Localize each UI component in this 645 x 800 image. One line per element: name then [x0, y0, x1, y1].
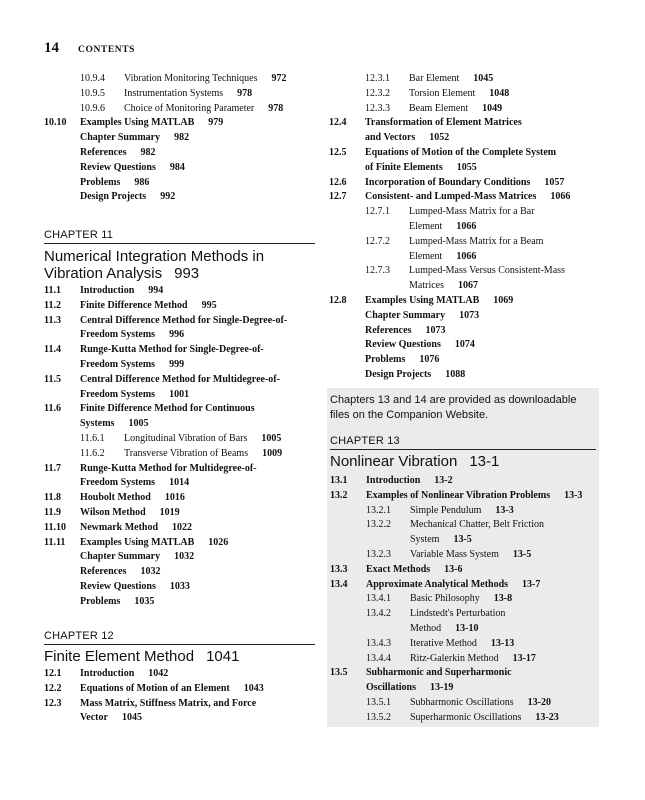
toc-entry-page: 1049	[482, 102, 503, 114]
toc-entry-number: 12.7.2	[365, 235, 390, 247]
toc-entry-page: 1022	[172, 521, 193, 533]
toc-entry-number: 11.6	[44, 403, 61, 415]
chapter11-rule	[44, 243, 315, 244]
companion-note	[330, 393, 576, 423]
toc-entry-page: 1045	[121, 712, 142, 724]
toc-entry-title: Lumped-Mass Matrix for a Bar	[409, 206, 535, 218]
toc-entry-title: Examples Using MATLAB	[80, 117, 195, 129]
toc-entry[interactable]	[330, 622, 598, 637]
toc-entry[interactable]	[330, 563, 598, 578]
toc-entry-number: 10.10	[44, 117, 67, 129]
toc-entry-title: Runge-Kutta Method for Multidegree-of-	[80, 462, 257, 474]
toc-entry-page: 986	[134, 176, 150, 188]
toc-entry-page: 1066	[456, 250, 477, 262]
toc-entry-title: Problems	[365, 354, 406, 366]
chapter12-rule	[44, 644, 315, 645]
toc-entry-title: Houbolt Method	[80, 492, 151, 504]
toc-entry-title: Central Difference Method for Single-Degree-of-	[80, 314, 288, 326]
toc-entry-number: 12.7	[329, 191, 347, 203]
toc-entry-title: Problems	[80, 595, 121, 607]
toc-entry-title: Examples Using MATLAB	[80, 536, 195, 548]
toc-entry[interactable]	[329, 338, 599, 353]
toc-entry[interactable]	[44, 417, 319, 432]
toc-entry[interactable]	[330, 711, 598, 726]
toc-entry[interactable]	[329, 220, 599, 235]
toc-entry[interactable]	[44, 116, 314, 131]
toc-entry[interactable]	[44, 536, 319, 551]
toc-entry-page: 972	[271, 73, 287, 84]
toc-entry[interactable]	[330, 637, 598, 652]
toc-entry-number: 10.9.5	[80, 87, 105, 99]
toc-entry[interactable]	[329, 353, 599, 368]
page-number: 14	[44, 40, 59, 56]
toc-entry-page: 1033	[169, 580, 190, 592]
toc-entry-number: 10.9.4	[80, 73, 105, 84]
toc-entry-title: Choice of Monitoring Parameter	[124, 102, 255, 114]
toc-entry[interactable]	[329, 102, 599, 117]
toc-entry-title: Freedom Systems	[80, 388, 156, 400]
toc-entry-page: 1073	[425, 324, 446, 336]
toc-entry-page: 13-13	[490, 637, 515, 649]
toc-entry-number: 13.2.2	[366, 519, 391, 531]
toc-entry[interactable]	[329, 294, 599, 309]
toc-entry-title: Lindstedt's Perturbation	[410, 608, 506, 620]
toc-entry-page: 982	[174, 132, 190, 144]
toc-entry-page: 1019	[159, 506, 180, 518]
toc-entry[interactable]	[329, 146, 599, 161]
toc-entry-title: Newmark Method	[80, 521, 159, 533]
toc-entry[interactable]	[330, 578, 598, 593]
chapter13-heading: CHAPTER 13	[330, 435, 400, 447]
toc-entry-number: 12.3.3	[365, 102, 390, 114]
toc-entry-page: 1055	[456, 161, 477, 173]
toc-entry-page: 13-5	[453, 534, 472, 546]
toc-entry-page: 1032	[174, 551, 195, 563]
toc-entry[interactable]	[44, 491, 319, 506]
toc-entry-page: 1067	[458, 280, 478, 292]
toc-entry-title: Exact Methods	[366, 563, 431, 575]
toc-entry[interactable]	[330, 548, 598, 563]
toc-entry-number: 13.2.3	[366, 548, 391, 560]
toc-entry-page: 978	[237, 87, 253, 99]
toc-entry-number: 12.3.1	[365, 73, 390, 84]
running-head: CONTENTS	[78, 45, 136, 55]
toc-entry-number: 12.3	[44, 697, 62, 709]
toc-entry[interactable]	[330, 474, 598, 489]
toc-entry-number: 12.7.1	[365, 206, 390, 218]
toc-entry-number: 11.11	[44, 536, 66, 548]
toc-entry-title: Superharmonic Oscillations	[410, 711, 522, 723]
toc-entry-title: Mass Matrix, Stiffness Matrix, and Force	[80, 697, 257, 709]
toc-entry-title: Introduction	[80, 285, 135, 296]
companion-note-line1: Chapters 13 and 14 are provided as downloadable	[330, 394, 577, 406]
chapter11-page: 993	[174, 265, 200, 282]
toc-entry-title: Systems	[80, 418, 115, 430]
toc-entry-title: Chapter Summary	[80, 551, 161, 563]
toc-entry-title: Approximate Analytical Methods	[366, 578, 509, 590]
toc-entry-number: 12.2	[44, 682, 62, 694]
toc-entry-title: Lumped-Mass Matrix for a Beam	[409, 235, 544, 247]
toc-entry-title: Lumped-Mass Versus Consistent-Mass	[409, 265, 565, 277]
toc-entry[interactable]	[44, 161, 314, 176]
toc-entry-number: 13.4.4	[366, 652, 391, 664]
toc-entry[interactable]	[330, 666, 598, 681]
toc-entry-title: Review Questions	[80, 161, 156, 173]
toc-entry[interactable]	[44, 314, 319, 329]
toc-entry-page: 1076	[419, 354, 440, 366]
toc-entry-title: Bar Element	[409, 73, 460, 84]
toc-entry-title: Iterative Method	[410, 637, 477, 649]
toc-entry-number: 11.1	[44, 285, 61, 296]
toc-entry[interactable]	[44, 343, 319, 358]
toc-entry-title: Matrices	[409, 280, 444, 292]
toc-entry-page: 1057	[544, 176, 565, 188]
toc-entry-page: 13-20	[527, 696, 551, 708]
toc-entry[interactable]	[330, 607, 598, 622]
toc-chapter12-entries	[44, 667, 319, 726]
toc-entry[interactable]	[44, 402, 319, 417]
toc-entry-title: Finite Difference Method for Continuous	[80, 403, 255, 415]
chapter12-page: 1041	[206, 648, 240, 665]
toc-entry-page: 1005	[261, 432, 282, 444]
toc-entry[interactable]	[44, 388, 319, 403]
toc-entry[interactable]	[329, 235, 599, 250]
chapter11-title[interactable]	[44, 248, 264, 282]
toc-entry-title: and Vectors	[365, 132, 416, 144]
toc-entry-page: 994	[148, 285, 164, 296]
toc-entry-title: Mechanical Chatter, Belt Friction	[410, 519, 545, 531]
toc-entry[interactable]	[44, 682, 319, 697]
toc-entry-title: Design Projects	[80, 191, 147, 203]
toc-entry[interactable]	[44, 667, 319, 682]
toc-entry-title: Beam Element	[409, 102, 469, 114]
chapter11-title-line2: Vibration Analysis	[44, 265, 163, 282]
toc-entry-title: Element	[409, 250, 443, 262]
toc-entry-page: 13-3	[564, 489, 583, 501]
toc-entry-title: Transverse Vibration of Beams	[124, 447, 249, 459]
toc-entry-number: 12.4	[329, 117, 347, 129]
toc-entry-page: 979	[208, 117, 224, 129]
toc-entry-title: Transformation of Element Matrices	[365, 117, 522, 129]
toc-entry-title: Review Questions	[365, 339, 441, 351]
toc-entry[interactable]	[44, 565, 319, 580]
toc-entry-number: 13.4.2	[366, 608, 391, 620]
toc-entry[interactable]	[329, 264, 599, 279]
toc-entry-number: 12.8	[329, 294, 347, 306]
toc-entry[interactable]	[44, 284, 319, 299]
toc-entry-page: 13-17	[512, 652, 536, 664]
toc-entry-page: 13-7	[522, 578, 541, 590]
toc-entry[interactable]	[44, 521, 319, 536]
toc-entry-title: Freedom Systems	[80, 329, 156, 341]
toc-entry-number: 13.3	[330, 563, 348, 575]
toc-entry-title: Method	[410, 622, 442, 634]
toc-entry[interactable]	[44, 87, 314, 102]
toc-entry[interactable]	[329, 116, 599, 131]
toc-entry-title: Subharmonic and Superharmonic	[366, 667, 512, 679]
toc-chapter11-entries	[44, 284, 319, 610]
toc-entry-number: 12.3.2	[365, 87, 390, 99]
toc-entry[interactable]	[44, 595, 319, 610]
toc-entry-page: 1074	[454, 339, 475, 351]
chapter12-title-text: Finite Element Method	[44, 648, 195, 665]
toc-entry[interactable]	[330, 592, 598, 607]
toc-entry-page: 1066	[456, 220, 477, 232]
toc-entry[interactable]	[44, 373, 319, 388]
toc-entry-page: 978	[268, 102, 284, 114]
toc-entry-title: Equations of Motion of an Element	[80, 682, 230, 694]
toc-entry-number: 11.9	[44, 506, 61, 518]
chapter12-title[interactable]	[44, 648, 239, 665]
toc-entry[interactable]	[44, 146, 314, 161]
toc-entry-number: 13.4	[330, 578, 348, 590]
toc-entry[interactable]	[330, 518, 598, 533]
toc-entry-title: System	[410, 534, 440, 546]
chapter12-heading: CHAPTER 12	[44, 630, 114, 642]
toc-entry-page: 1005	[128, 418, 149, 430]
toc-entry-title: Basic Philosophy	[410, 593, 480, 605]
toc-entry-page: 992	[160, 191, 176, 203]
toc-entry[interactable]	[329, 190, 599, 205]
toc-entry-page: 13-23	[535, 711, 559, 723]
toc-entry-number: 13.1	[330, 475, 348, 486]
toc-entry-title: Longitudinal Vibration of Bars	[124, 432, 248, 444]
toc-entry-page: 1009	[262, 447, 283, 459]
toc-entry[interactable]	[330, 696, 598, 711]
toc-entry-title: Simple Pendulum	[410, 504, 482, 516]
toc-entry-page: 1052	[429, 132, 450, 144]
toc-entry[interactable]	[329, 161, 599, 176]
toc-entry-title: Torsion Element	[409, 87, 476, 99]
toc-entry-title: Introduction	[366, 475, 421, 486]
toc-entry-page: 13-2	[434, 475, 453, 486]
toc-entry-title: Central Difference Method for Multidegree-of-	[80, 373, 280, 385]
toc-entry-page: 1042	[148, 668, 169, 679]
toc-entry[interactable]	[44, 176, 314, 191]
page-header	[44, 40, 135, 57]
toc-entry-title: Examples Using MATLAB	[365, 294, 480, 306]
toc-entry[interactable]	[329, 131, 599, 146]
toc-entry-number: 12.7.3	[365, 265, 390, 277]
toc-entry[interactable]	[44, 72, 314, 87]
toc-entry-number: 12.1	[44, 668, 62, 679]
toc-entry-title: References	[80, 566, 127, 578]
toc-entry-title: Consistent- and Lumped-Mass Matrices	[365, 191, 537, 203]
toc-entry-number: 13.5.2	[366, 711, 391, 723]
toc-entry-page: 1035	[134, 595, 155, 607]
toc-entry-page: 13-10	[455, 622, 479, 634]
toc-entry[interactable]	[329, 309, 599, 324]
toc-entry-title: Runge-Kutta Method for Single-Degree-of-	[80, 344, 264, 356]
toc-entry-page: 13-5	[512, 548, 532, 560]
toc-entry-number: 11.4	[44, 344, 61, 356]
toc-entry[interactable]	[329, 279, 599, 294]
toc-entry-number: 10.9.6	[80, 102, 105, 114]
toc-entry-number: 13.2	[330, 489, 348, 501]
toc-entry-title: Freedom Systems	[80, 477, 156, 489]
toc-entry-number: 13.2.1	[366, 504, 391, 516]
toc-chapter13-entries	[330, 474, 598, 726]
toc-entry[interactable]	[329, 205, 599, 220]
toc-entry-page: 1048	[489, 87, 510, 99]
chapter13-rule	[330, 449, 596, 450]
toc-entry-page: 996	[169, 329, 185, 341]
chapter13-title[interactable]	[330, 453, 499, 470]
toc-entry-number: 11.7	[44, 462, 61, 474]
toc-entry-page: 999	[169, 358, 185, 370]
toc-entry[interactable]	[44, 299, 319, 314]
toc-entry[interactable]	[329, 250, 599, 265]
toc-entry[interactable]	[329, 368, 599, 383]
toc-entry[interactable]	[330, 489, 598, 504]
toc-entry[interactable]	[44, 476, 319, 491]
toc-entry-title: Chapter Summary	[365, 309, 446, 321]
toc-entry[interactable]	[44, 328, 319, 343]
toc-entry-page: 982	[140, 146, 156, 158]
toc-entry-title: Freedom Systems	[80, 358, 156, 370]
toc-entry-number: 11.6.2	[80, 447, 105, 459]
toc-entry-page: 1043	[243, 682, 264, 694]
toc-entry-number: 11.2	[44, 299, 61, 311]
toc-entry-title: Introduction	[80, 668, 135, 679]
toc-entry[interactable]	[329, 72, 599, 87]
toc-entry-title: Subharmonic Oscillations	[410, 696, 514, 708]
toc-entry[interactable]	[330, 681, 598, 696]
toc-entry[interactable]	[44, 432, 319, 447]
toc-entry[interactable]	[44, 506, 319, 521]
toc-entry[interactable]	[44, 697, 319, 712]
toc-entry-number: 13.5.1	[366, 696, 391, 708]
toc-entry-page: 1073	[459, 309, 480, 321]
toc-entry[interactable]	[330, 504, 598, 519]
toc-entry[interactable]	[329, 87, 599, 102]
toc-entry-number: 13.4.1	[366, 593, 391, 605]
toc-entry-page: 1069	[493, 294, 514, 306]
chapter11-title-line1: Numerical Integration Methods in	[44, 248, 265, 265]
toc-entry-title: Equations of Motion of the Complete System	[365, 146, 557, 158]
toc-entry-page: 1088	[445, 368, 466, 380]
toc-entry-page: 1016	[164, 492, 185, 504]
toc-entry-title: Finite Difference Method	[80, 299, 188, 311]
toc-entry-title: Wilson Method	[80, 506, 146, 518]
toc-entry-title: Incorporation of Boundary Conditions	[365, 176, 531, 188]
toc-entry-page: 1014	[169, 477, 190, 489]
toc-entry-title: Vibration Monitoring Techniques	[124, 73, 258, 84]
toc-entry[interactable]	[44, 580, 319, 595]
toc-entry-title: of Finite Elements	[365, 161, 443, 173]
toc-entry-number: 11.8	[44, 492, 61, 504]
chapter13-title-text: Nonlinear Vibration	[330, 453, 458, 470]
toc-entry-title: References	[80, 146, 127, 158]
toc-entry-page: 995	[201, 299, 217, 311]
toc-entry-page: 1066	[550, 191, 571, 203]
toc-entry-number: 11.3	[44, 314, 61, 326]
toc-entry-page: 1045	[473, 73, 494, 84]
toc-entry-page: 13-3	[495, 504, 514, 516]
toc-entry[interactable]	[44, 711, 319, 726]
toc-entry[interactable]	[44, 462, 319, 477]
toc-entry-title: Oscillations	[366, 682, 417, 694]
toc-entry-number: 13.4.3	[366, 637, 391, 649]
toc-entry-title: References	[365, 324, 412, 336]
chapter13-page: 13-1	[469, 453, 500, 470]
toc-entry-number: 11.5	[44, 373, 61, 385]
toc-entry-title: Instrumentation Systems	[124, 87, 224, 99]
toc-entry-number: 11.6.1	[80, 432, 105, 444]
toc-entry-title: Element	[409, 220, 443, 232]
toc-entry-number: 12.5	[329, 146, 347, 158]
toc-entry-title: Variable Mass System	[410, 548, 499, 560]
toc-entry[interactable]	[44, 358, 319, 373]
toc-entry-title: Design Projects	[365, 368, 432, 380]
companion-note-line2: files on the Companion Website.	[330, 409, 489, 421]
toc-entry-number: 12.6	[329, 176, 347, 188]
toc-entry[interactable]	[44, 131, 314, 146]
toc-entry-page: 1001	[169, 388, 190, 400]
toc-entry[interactable]	[44, 550, 319, 565]
toc-entry[interactable]	[330, 652, 598, 667]
toc-entry-title: Problems	[80, 176, 121, 188]
toc-entry-page: 13-6	[444, 563, 463, 575]
toc-entry[interactable]	[44, 190, 314, 205]
toc-entry-title: Review Questions	[80, 580, 156, 592]
toc-entry-title: Examples of Nonlinear Vibration Problems	[366, 489, 551, 501]
toc-entry-page: 1026	[208, 536, 229, 548]
toc-entry-number: 13.5	[330, 667, 348, 679]
chapter11-heading: CHAPTER 11	[44, 229, 114, 241]
toc-chapter12-continued	[329, 72, 599, 383]
toc-entry[interactable]	[329, 176, 599, 191]
toc-entry-page: 13-8	[493, 593, 513, 605]
toc-chapter10-tail	[44, 72, 314, 205]
toc-entry-page: 1032	[140, 566, 161, 578]
toc-entry-page: 984	[169, 161, 185, 173]
toc-entry[interactable]	[329, 324, 599, 339]
toc-entry-number: 11.10	[44, 521, 66, 533]
toc-entry-title: Ritz-Galerkin Method	[410, 652, 499, 664]
toc-entry-page: 13-19	[430, 682, 454, 694]
toc-entry-title: Chapter Summary	[80, 132, 161, 144]
toc-entry[interactable]	[330, 533, 598, 548]
toc-entry-title: Vector	[80, 712, 108, 724]
toc-entry[interactable]	[44, 447, 319, 462]
toc-entry[interactable]	[44, 102, 314, 117]
